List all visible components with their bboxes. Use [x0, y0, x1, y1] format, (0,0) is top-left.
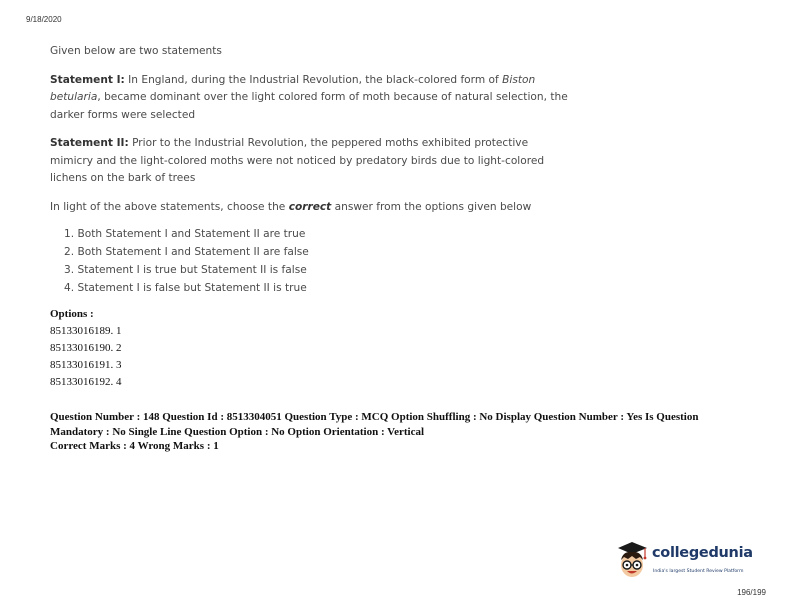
choice-item: 1. Both Statement I and Statement II are true — [64, 228, 306, 240]
print-date: 9/18/2020 — [26, 15, 62, 24]
logo-wordmark: collegedunia — [652, 545, 753, 561]
statement-1-label: Statement I: — [50, 73, 125, 86]
instruction-after: answer from the options given below — [331, 200, 532, 213]
instruction-emphasis: correct — [288, 200, 332, 213]
option-item: 85133016190. 2 — [50, 342, 122, 354]
choice-item: 4. Statement I is false but Statement II is true — [64, 282, 307, 294]
statement-1-text-after: , became dominant over the light colored form of moth because of natural selection, the darker forms were selected — [50, 91, 568, 121]
metadata-line: Question Number : 148 Question Id : 8513304051 Question Type : MCQ Option Shuffling : No Display Question Number : Yes Is Question Mandatory : No Single Line Question Option : No Option Orientation : Vertical — [50, 411, 699, 438]
question-instruction — [50, 199, 570, 217]
question-body — [50, 43, 570, 297]
question-metadata — [50, 410, 750, 454]
option-item: 85133016189. 1 — [50, 325, 122, 337]
page-number: 196/199 — [737, 588, 766, 597]
statement-2-label: Statement II: — [50, 137, 129, 149]
logo-tagline: India's largest Student Review Platform — [653, 569, 744, 574]
choice-item: 3. Statement I is true but Statement II is false — [64, 264, 307, 276]
option-item: 85133016192. 4 — [50, 376, 122, 388]
student-mascot-icon — [614, 540, 650, 582]
answer-choices — [50, 225, 570, 297]
collegedunia-logo — [614, 540, 764, 584]
choice-item: 2. Both Statement I and Statement II are false — [64, 246, 309, 258]
marks-line: Correct Marks : 4 Wrong Marks : 1 — [50, 440, 219, 452]
options-heading: Options : — [50, 308, 94, 320]
statement-1 — [50, 72, 570, 125]
statement-2-text: Prior to the Industrial Revolution, the peppered moths exhibited protective mimicry and the light-colored moths were not noticed by predatory birds due to light-colored lichens on the bark of trees — [50, 137, 545, 184]
instruction-before: In light of the above statements, choose the — [50, 200, 289, 213]
question-intro: Given below are two statements — [50, 45, 222, 57]
statement-2 — [50, 135, 570, 188]
options-list — [50, 306, 122, 391]
species-name: Biston betularia — [50, 73, 536, 103]
option-item: 85133016191. 3 — [50, 359, 122, 371]
statement-1-text-before: In England, during the Industrial Revolution, the black-colored form of — [124, 73, 503, 86]
